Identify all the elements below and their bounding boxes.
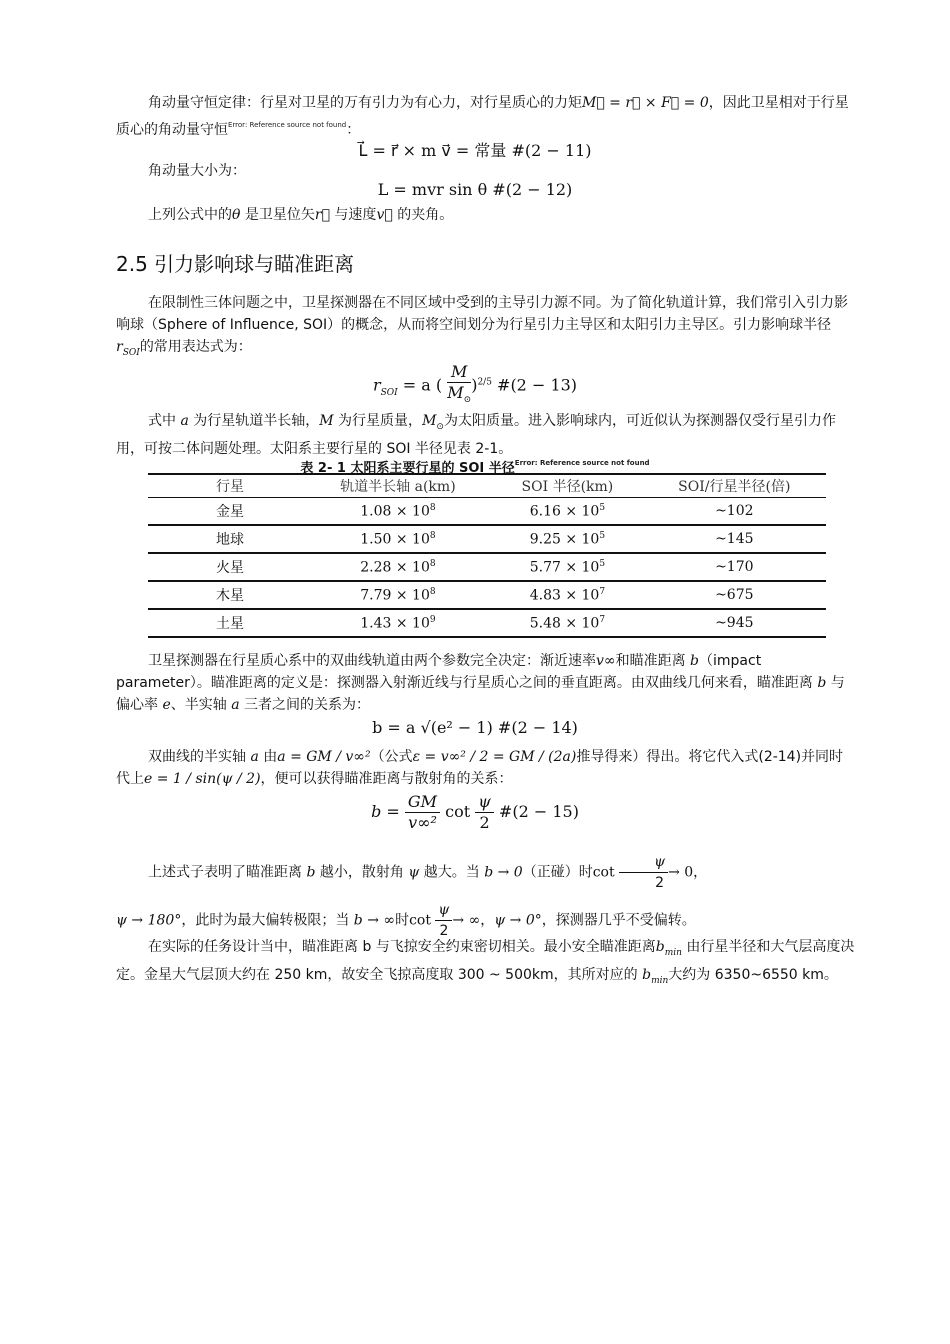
paragraph-mission: [116, 936, 856, 992]
column-header: 行星: [148, 474, 304, 498]
text: 8: [429, 558, 436, 569]
fraction: [405, 792, 440, 833]
numerator: GM: [405, 792, 440, 813]
text: 的夹角。: [392, 207, 454, 223]
exponent: 2/5: [477, 377, 492, 388]
axis-cell: [304, 553, 493, 581]
paragraph-soi-explain: [116, 410, 856, 460]
text: M: [319, 413, 334, 429]
denominator: 2: [655, 875, 665, 891]
planet-cell: 金星: [148, 498, 304, 526]
paragraph-angle-def: [116, 204, 856, 226]
soi-cell: [492, 609, 642, 637]
text: 和瞄准距离: [615, 653, 691, 669]
text: 为行星轨道半长轴，: [188, 413, 320, 429]
text: b =: [371, 802, 400, 821]
r-soi-symbol: r: [116, 339, 123, 355]
text: min: [651, 975, 669, 986]
text: 1.43 × 10: [360, 615, 430, 632]
denominator: [447, 383, 471, 410]
text: 的常用表达式为：: [139, 339, 252, 355]
v-vector: v⃗: [376, 207, 393, 223]
text: 上述式子表明了瞄准距离: [148, 864, 307, 881]
error-reference: Error: Reference source not found: [514, 459, 650, 467]
text: b: [690, 653, 699, 669]
numerator: ψ: [475, 792, 494, 813]
text: 1.50 × 10: [360, 531, 430, 548]
text: 2.28 × 10: [360, 559, 430, 576]
text: 由: [258, 749, 278, 765]
text: e = 1 / sin(ψ / 2): [144, 771, 261, 787]
text: SOI: [380, 387, 398, 398]
text: 卫星探测器在行星质心系中的双曲线轨道由两个参数完全决定：渐近速率: [148, 653, 596, 669]
text: 9: [429, 614, 436, 625]
text: 与速度: [329, 207, 377, 223]
text: M: [447, 383, 464, 402]
table-row: [148, 498, 826, 526]
text: 是卫星位矢: [240, 207, 315, 223]
planet-cell: 火星: [148, 553, 304, 581]
text: 5: [599, 502, 606, 513]
text: 越小，散射角: [315, 864, 409, 881]
denominator: 2: [479, 813, 490, 832]
equation-2-13: $r_{SOI} = a$ ( $\frac{M}{M_⊙}$ )$^{2/5}$ #(2 − 13): [0, 362, 950, 410]
equation-2-11: L⃗ = r⃗ × m v⃗ = 常量 #(2 − 11): [358, 141, 592, 160]
planet-cell: 木星: [148, 581, 304, 609]
text: ：: [346, 122, 361, 138]
ratio-cell: ~170: [643, 553, 826, 581]
column-header: SOI 半径(km): [492, 474, 642, 498]
text: 双曲线的半实轴: [148, 749, 251, 765]
text: ，探测器几乎不受偏转。: [541, 912, 696, 929]
text: ⊙: [463, 395, 472, 406]
text: 角动量守恒定律：行星对卫星的万有引力为有心力，对行星质心的力矩: [148, 95, 582, 111]
text: 8: [429, 530, 436, 541]
numerator: M: [447, 362, 471, 383]
text: #(2 − 15): [498, 802, 579, 821]
paragraph-limits: [116, 852, 856, 893]
torque-equation: M⃗ = r⃗ × F⃗ = 0: [582, 95, 709, 111]
text: b: [306, 864, 316, 881]
text: = a (: [397, 375, 443, 395]
text: 、半实轴: [170, 697, 232, 713]
text: b → 0: [484, 864, 523, 881]
table-row: [148, 553, 826, 581]
text: 5.48 × 10: [529, 615, 600, 632]
text: #(2 − 13): [497, 375, 578, 395]
text: （impact parameter）。瞄准距离的定义是：探测器入射渐近线与行星质心之间的垂直距离。由双曲线几何来看，瞄准距离: [116, 653, 818, 691]
text: b → ∞: [353, 912, 396, 929]
text: ⊙: [436, 421, 444, 432]
paragraph-limits-cont: [116, 900, 856, 941]
text: 与偏心率: [116, 675, 845, 713]
text: 为太阳质量。进入影响球内，可近似认为探测器仅受行星引力作用，可按二体问题处理。太阳系主要行星的 SOI 半径见表 2-1。: [116, 413, 836, 457]
text: 上列公式中的: [148, 207, 232, 223]
axis-cell: [304, 609, 493, 637]
text: 为行星质量，: [333, 413, 423, 429]
text: ψ → 180°: [116, 912, 182, 929]
text: cot: [445, 802, 471, 821]
fraction: [475, 792, 494, 833]
ratio-cell: ~945: [643, 609, 826, 637]
planet-cell: 土星: [148, 609, 304, 637]
error-reference: Error: Reference source not found: [228, 121, 347, 129]
text: 5: [599, 530, 606, 541]
text: → ∞，: [452, 912, 495, 929]
text: ψ: [408, 864, 420, 881]
soi-cell: [492, 581, 642, 609]
table-row: [148, 581, 826, 609]
text: 表 2- 1 太阳系主要行星的 SOI 半径: [300, 461, 515, 476]
axis-cell: [304, 581, 493, 609]
theta-symbol: θ: [232, 207, 241, 223]
text: M: [422, 413, 437, 429]
text: a = GM / v∞²: [277, 749, 371, 765]
equation-2-12: L = mvr sin θ #(2 − 12): [377, 180, 573, 199]
column-header: SOI/行星半径(倍): [643, 474, 826, 498]
text: 8: [429, 502, 436, 513]
planet-cell: 地球: [148, 525, 304, 553]
text: a: [180, 413, 189, 429]
soi-cell: [492, 498, 642, 526]
text: 三者之间的关系为：: [239, 697, 371, 713]
paragraph-angular-momentum: [116, 92, 856, 141]
text: 在实际的任务设计当中，瞄准距离 b 与飞掠安全约束密切相关。最小安全瞄准距离: [148, 939, 656, 955]
ratio-cell: ~145: [643, 525, 826, 553]
text: （公式: [370, 749, 413, 765]
table-header-row: [148, 474, 826, 498]
text: 8: [429, 586, 436, 597]
paragraph-magnitude: 角动量大小为：: [148, 163, 246, 179]
denominator: v∞²: [408, 813, 437, 832]
numerator: ψ: [435, 900, 452, 921]
text: 5.77 × 10: [529, 559, 600, 576]
table-row: [148, 525, 826, 553]
text: ψ → 0°: [494, 912, 542, 929]
text: 7.79 × 10: [360, 587, 430, 604]
equation-2-15: [0, 792, 950, 833]
soi-table: [148, 473, 826, 638]
fraction: [619, 852, 668, 893]
text: ，因此卫星相对于行星质心的角动量守恒: [116, 95, 849, 138]
soi-cell: [492, 525, 642, 553]
text: min: [664, 947, 682, 958]
text: 越大。当: [419, 864, 485, 881]
paragraph-semi-axis: [116, 746, 856, 790]
text: b: [817, 675, 827, 691]
text: 9.25 × 10: [529, 531, 600, 548]
text: 由行星半径和大气层高度决定。金星大气层顶大约在 250 km，故安全飞掠高度取 300 ~ 500km，其所对应的: [116, 939, 855, 983]
fraction: [435, 900, 452, 941]
table-row: [148, 609, 826, 637]
text: a: [231, 697, 240, 713]
text: b: [642, 966, 652, 983]
text: ε = v∞² / 2 = GM / (2a): [412, 749, 577, 765]
axis-cell: [304, 498, 493, 526]
section-heading: 2.5 引力影响球与瞄准距离: [116, 252, 355, 276]
text: cot: [592, 864, 615, 881]
text: 6.16 × 10: [529, 503, 600, 520]
text: ，此时为最大偏转极限；当: [181, 912, 354, 929]
text: 5: [599, 558, 606, 569]
text: 1.08 × 10: [360, 503, 430, 520]
text: 7: [599, 586, 606, 597]
ratio-cell: ~675: [643, 581, 826, 609]
ratio-cell: ~102: [643, 498, 826, 526]
text: 时: [395, 912, 410, 929]
fraction: [447, 362, 471, 410]
text: b: [655, 939, 665, 955]
text: e: [162, 697, 171, 713]
numerator: ψ: [619, 852, 668, 873]
equation-2-14: b = a √(e² − 1) #(2 − 14): [372, 718, 578, 737]
paragraph-hyperbola: [116, 650, 856, 716]
r-vector: r⃗: [314, 207, 330, 223]
text: 式中: [148, 413, 181, 429]
soi-cell: [492, 553, 642, 581]
text: 推导得来）得出。将它代入式(2-14)并同时代上: [116, 749, 844, 787]
text: 7: [599, 614, 606, 625]
text: ，便可以获得瞄准距离与散射角的关系：: [260, 771, 513, 787]
text: a: [250, 749, 259, 765]
text: 4.83 × 10: [529, 587, 600, 604]
text: r: [372, 375, 381, 395]
r-soi-subscript: SOI: [122, 347, 140, 358]
axis-cell: [304, 525, 493, 553]
text: （正碰）时: [522, 864, 593, 881]
paragraph-soi-intro: [116, 292, 856, 364]
text: 在限制性三体问题之中，卫星探测器在不同区域中受到的主导引力源不同。为了简化轨道计算，我们常引入引力影响球（Sphere of Influence, SOI）的概念，从而将空间划分为行星引力主导区和太阳引力主导区。引力影响球半径: [116, 295, 848, 333]
text: cot: [409, 912, 431, 929]
denominator: 2: [439, 923, 449, 939]
text: v∞: [596, 653, 616, 669]
text: → 0，: [668, 864, 708, 881]
column-header: 轨道半长轴 a(km): [304, 474, 493, 498]
text: 大约为 6350~6550 km。: [668, 966, 838, 983]
